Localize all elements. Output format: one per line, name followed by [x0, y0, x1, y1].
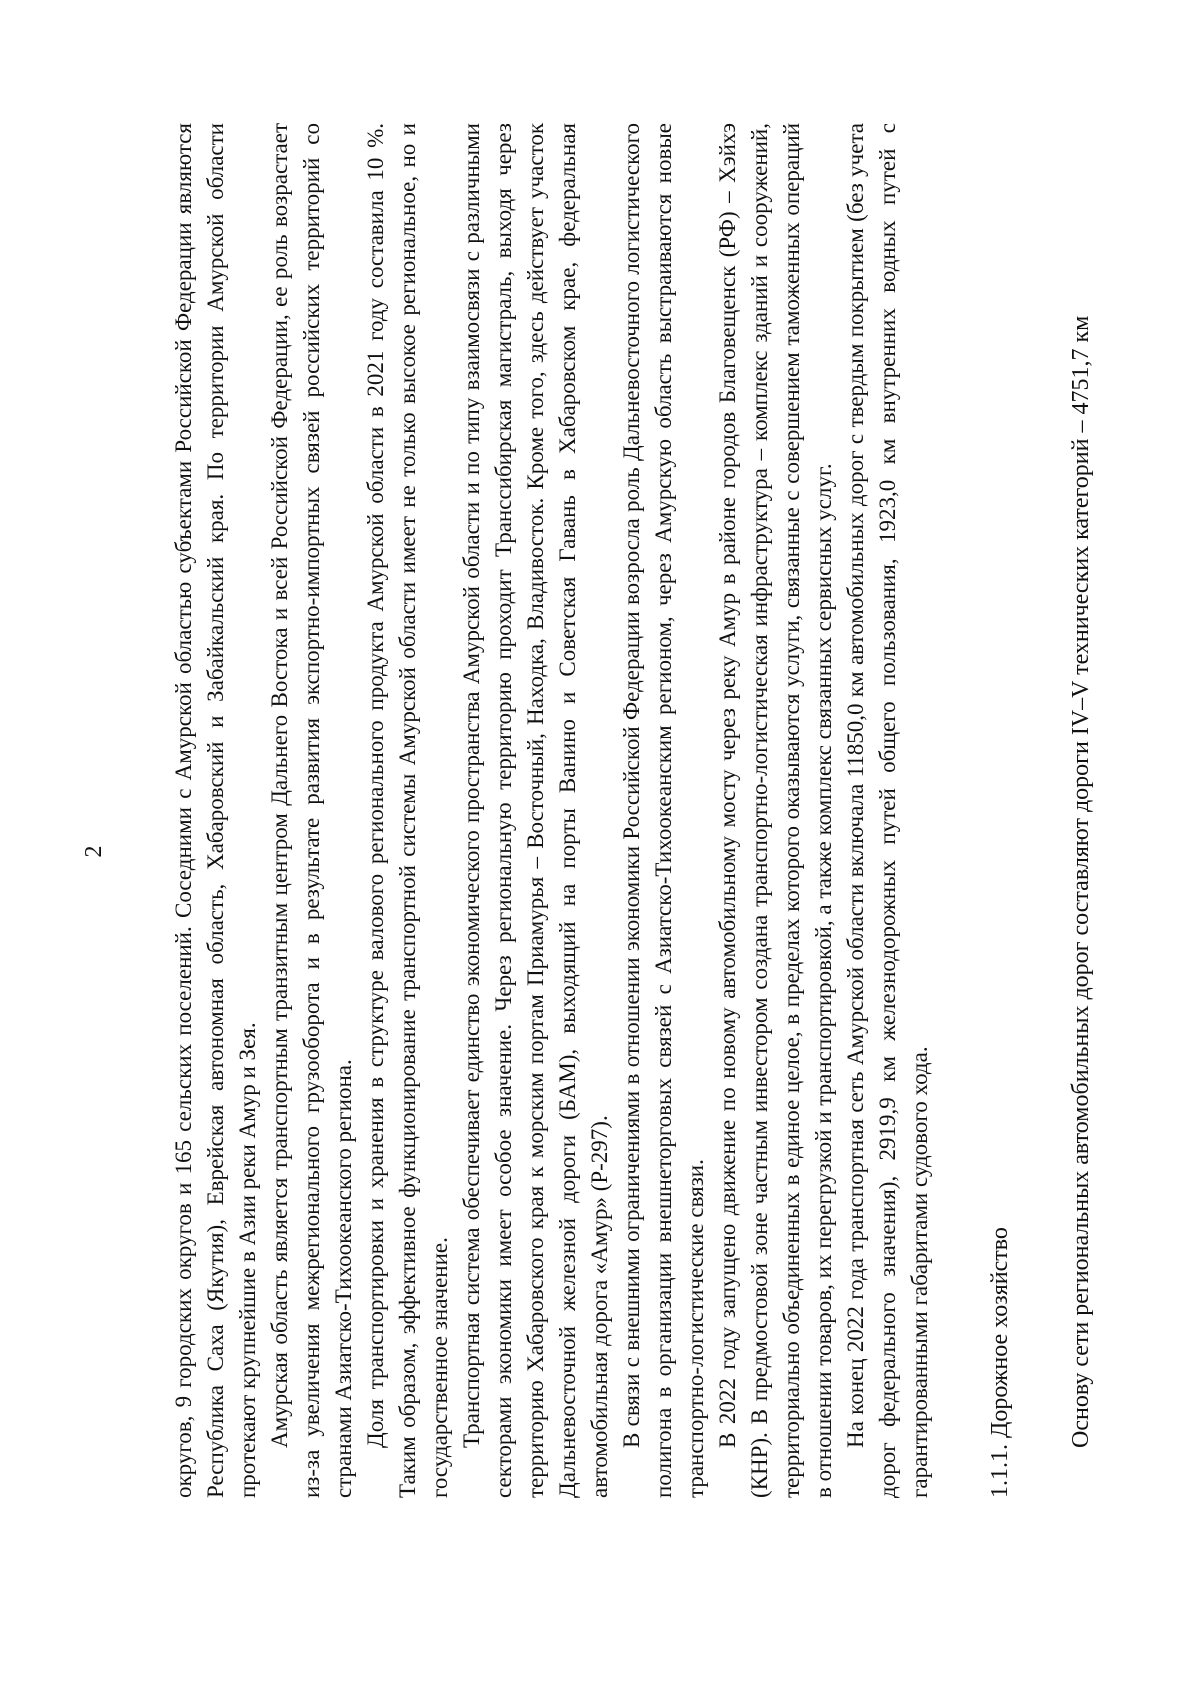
section-paragraph-1: Основу сети региональных автомобильных дорог составляют дороги IV–V технических категорий – 4751,7 км	[1068, 315, 1094, 1448]
paragraph-2: Амурская область является транспортным транзитным центром Дальнего Востока и всей Российской Федерации, ее роль возрастает из-за увеличения межрегионального грузооборота и в результате развития экспортно-импортных связей российских территорий со странами Азиатско-Тихоокеанского региона.	[267, 123, 356, 1498]
page-number: 2	[81, 845, 107, 858]
section-heading: 1.1.1. Дорожное хозяйство	[987, 1227, 1013, 1498]
paragraph-4: Транспортная система обеспечивает единство экономического пространства Амурской области и по типу взаимосвязи с различными секторами экономики имеет особое значение. Через региональную территорию проходит Транссибирская магистраль, выходя через территорию Хабаровского края к морским портам Приамурья – Восточный, Находка, Владивосток. Кроме того, здесь действует участок Дальневосточной железной дороги (БАМ), выходящий на порты Ванино и Советская Гавань в Хабаровском крае, федеральная автомобильная дорога «Амур» (Р-297).	[459, 123, 612, 1498]
paragraph-7: На конец 2022 года транспортная сеть Амурской области включала 11850,0 км автомобильных дорог с твердым покрытием (без учета дорог федерального значения), 2919,9 км железнодорожных путей общего пользования, 1923,0 км внутренних водных путей с гарантированными габаритами судового хода.	[843, 123, 932, 1498]
paragraph-5: В связи с внешними ограничениями в отношении экономики Российской Федерации возросла роль Дальневосточного логистического полигона в организации внешнеторговых связей с Азиатско-Тихоокеанским регионом, через Амурскую область выстраиваются новые транспортно-логистические связи.	[619, 123, 708, 1498]
paragraph-6: В 2022 году запущено движение по новому автомобильному мосту через реку Амур в районе городов Благовещенск (РФ) – Хэйхэ (КНР). В предмостовой зоне частным инвестором создана транспортно-логистическая инфраструктура – комплекс зданий и сооружений, территориально объединенных в единое целое, в пределах которого оказываются услуги, связанные с совершением таможенных операций в отношении товаров, их перегрузкой и транспортировкой, а также комплекс связанных сервисных услуг.	[715, 123, 836, 1498]
paragraph-3: Доля транспортировки и хранения в структуре валового регионального продукта Амурской области в 2021 году составила 10 %. Таким образом, эффективное функционирование транспортной системы Амурской области имеет не только высокое региональное, но и государственное значение.	[363, 123, 452, 1498]
paragraph-1: округов, 9 городских округов и 165 сельских поселений. Соседними с Амурской областью субъектами Российской Федерации являются Республика Саха (Якутия), Еврейская автономная область, Хабаровский и Забайкальский края. По территории Амурской области протекают крупнейшие в Азии реки Амур и Зея.	[171, 123, 260, 1498]
document-body	[168, 123, 1098, 1498]
